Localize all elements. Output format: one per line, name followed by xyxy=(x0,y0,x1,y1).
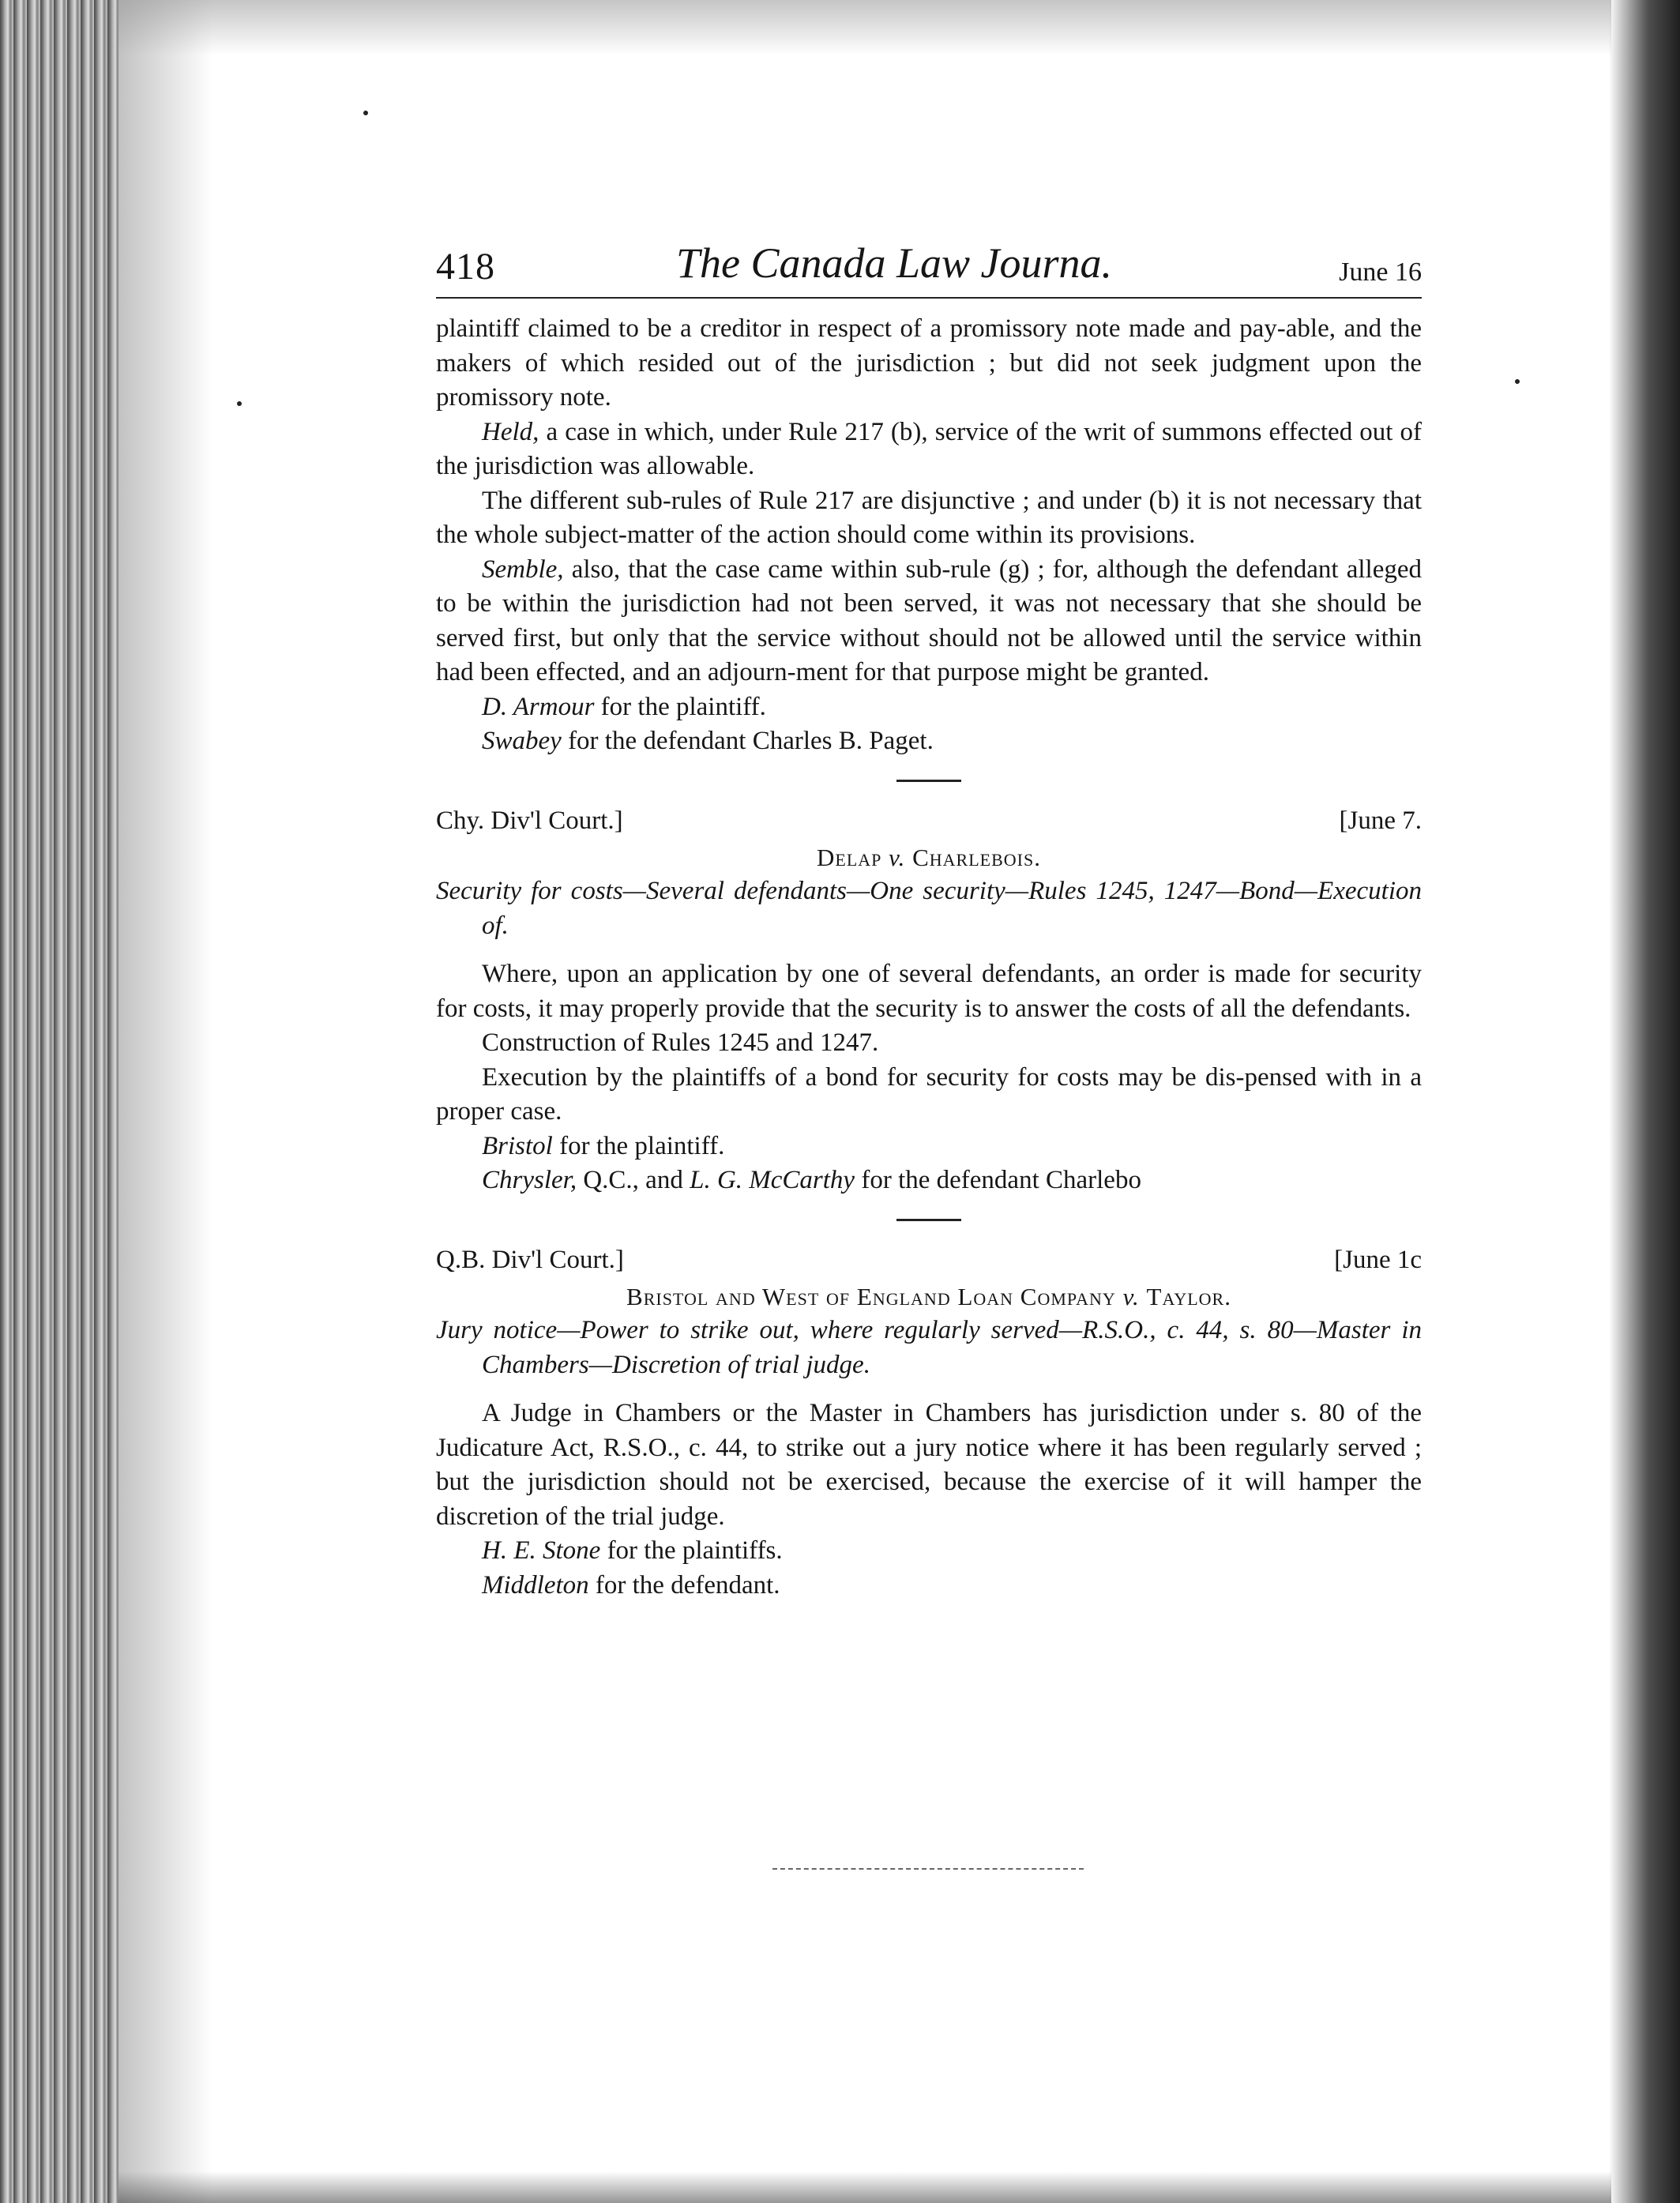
court-line xyxy=(436,1243,1422,1280)
end-rule xyxy=(772,1868,1084,1870)
counsel-line xyxy=(436,724,1422,759)
page-header xyxy=(436,237,1422,300)
case-title xyxy=(436,1280,1422,1314)
decision-date: [June 7. xyxy=(1339,806,1422,835)
counsel-role: for the plaintiff. xyxy=(552,1131,725,1160)
versus-label: v. xyxy=(1115,1282,1147,1310)
case-headnote: Jury notice—Power to strike out, where regularly served—R.S.O., c. 44, s. 80—Master in Chambers—Discretion of trial judge. xyxy=(436,1316,1422,1379)
counsel-line xyxy=(436,1130,1422,1164)
counsel-role: for the plaintiff. xyxy=(594,692,766,721)
counsel-role: for the defendant Charlebo xyxy=(855,1166,1141,1194)
scan-edge-top xyxy=(118,0,1611,55)
held-text: a case in which, under Rule 217 (b), service of the writ of summons effected out of the jurisdiction was allowable. xyxy=(436,417,1422,480)
scan-edge-left-shadow xyxy=(118,0,213,2203)
semble-label: Semble, xyxy=(482,555,564,584)
counsel-name: D. Armour xyxy=(482,692,595,721)
case2-paragraph: Execution by the plaintiffs of a bond for security for costs may be dis-pensed with in a proper case. xyxy=(436,1062,1422,1126)
counsel-role: for the defendant. xyxy=(588,1570,780,1600)
scan-edge-right xyxy=(1609,0,1680,2203)
scan-speck xyxy=(1515,379,1520,384)
scan-speck xyxy=(237,401,242,406)
case1-paragraph: The different sub-rules of Rule 217 are disjunctive ; and under (b) it is not necessary that the whole subject-matter of the action should come within its provisions. xyxy=(436,486,1422,549)
page-number: 418 xyxy=(436,246,495,288)
counsel-role: for the plaintiffs. xyxy=(600,1536,783,1565)
counsel-line xyxy=(436,1534,1422,1569)
case-title xyxy=(436,840,1422,875)
case1-paragraph: plaintiff claimed to be a creditor in respect of a promissory note made and pay-able, and the makers of which resided out of the jurisdiction ; but did not seek judgment upon the promissory note. xyxy=(436,314,1422,412)
counsel-name: L. G. McCarthy xyxy=(690,1166,855,1194)
counsel-joiner: Q.C., and xyxy=(577,1166,690,1194)
case3-paragraph: A Judge in Chambers or the Master in Chambers has jurisdiction under s. 80 of the Judicature Act, R.S.O., c. 44, to strike out a jury notice where it has been regularly served ; but the jurisdiction should not be exercised, because the exercise of it will hamper the discretion of the trial judge. xyxy=(436,1399,1422,1531)
counsel-line xyxy=(436,690,1422,725)
party-name: Delap xyxy=(817,843,882,871)
counsel-name: Middleton xyxy=(482,1570,589,1600)
header-rule xyxy=(436,297,1422,299)
counsel-name: Bristol xyxy=(482,1131,553,1160)
scan-edge-left xyxy=(0,0,118,2203)
decision-date: [June 1c xyxy=(1334,1245,1422,1274)
case-headnote: Security for costs—Several defendants—One security—Rules 1245, 1247—Bond—Execution of. xyxy=(436,877,1422,940)
held-label: Held, xyxy=(482,417,539,446)
versus-label: v. xyxy=(881,843,913,871)
case2-paragraph: Where, upon an application by one of several defendants, an order is made for security for costs, it may properly provide that the security is to answer the costs of all the defendants. xyxy=(436,960,1422,1023)
section-separator xyxy=(896,1219,961,1221)
party-name: Taylor. xyxy=(1146,1282,1231,1310)
case2-paragraph: Construction of Rules 1245 and 1247. xyxy=(482,1028,879,1057)
page-body xyxy=(436,312,1422,1603)
court-name: Q.B. Div'l Court.] xyxy=(436,1245,624,1274)
counsel-name: Swabey xyxy=(482,727,562,755)
case1-semble-paragraph xyxy=(436,553,1422,690)
counsel-line xyxy=(436,1164,1422,1198)
party-name: Charlebois. xyxy=(912,843,1041,871)
counsel-name: Chrysler, xyxy=(482,1166,577,1194)
counsel-name: H. E. Stone xyxy=(482,1536,601,1565)
court-name: Chy. Div'l Court.] xyxy=(436,806,623,835)
party-name: Bristol and West of England Loan Company xyxy=(626,1282,1116,1310)
scan-speck xyxy=(363,111,368,115)
journal-title: The Canada Law Journa. xyxy=(675,239,1113,287)
section-separator xyxy=(896,780,961,782)
header-date: June 16 xyxy=(1339,258,1422,287)
case1-held-paragraph xyxy=(436,415,1422,484)
scan-edge-bottom xyxy=(118,2171,1611,2203)
semble-text: also, that the case came within sub-rule (g) ; for, although the defendant alleged to be within the jurisdiction had not been served, it was not necessary that she should be served first, but only that the service without should not be allowed until the service within had been effected, and an adjourn-ment for that purpose might be granted. xyxy=(436,555,1422,686)
counsel-line xyxy=(436,1569,1422,1603)
court-line xyxy=(436,804,1422,840)
counsel-role: for the defendant Charles B. Paget. xyxy=(561,727,934,755)
